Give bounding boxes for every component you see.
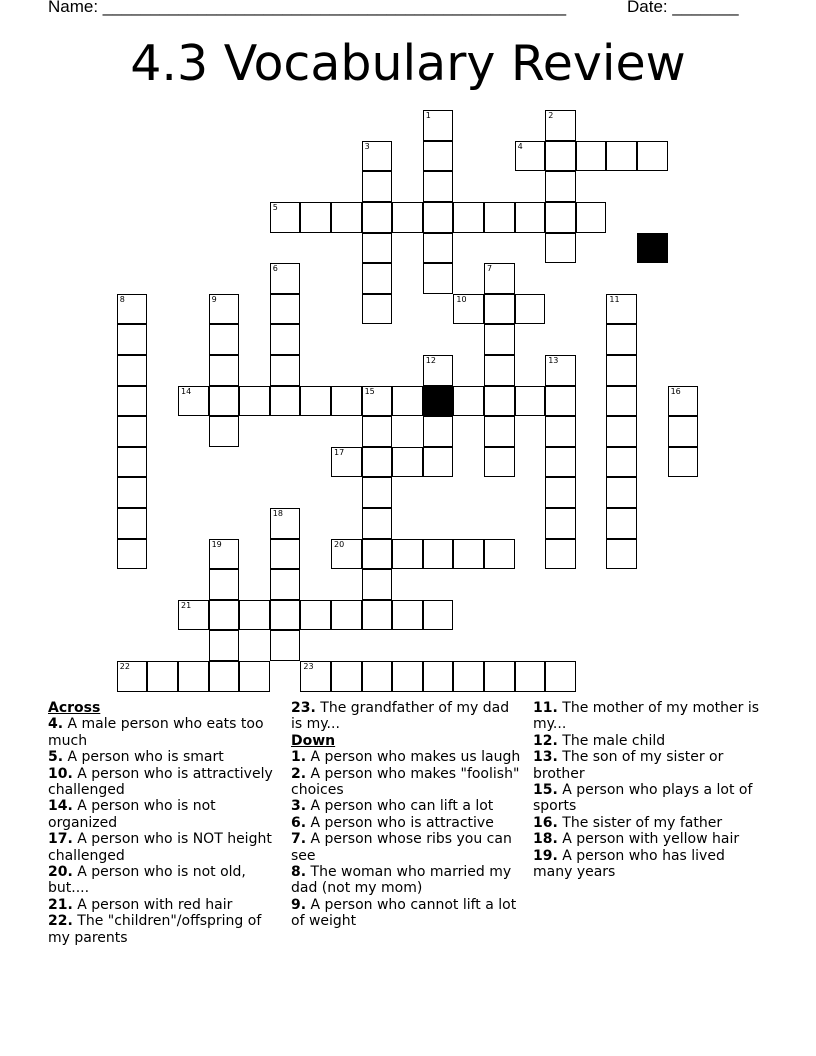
grid-cell[interactable]: [239, 386, 270, 417]
clue-number: 14: [181, 386, 192, 396]
down-heading: Down: [291, 732, 336, 749]
grid-cell[interactable]: [576, 202, 607, 233]
grid-cell[interactable]: [362, 202, 393, 233]
grid-cell[interactable]: [423, 355, 454, 386]
across-heading: Across: [48, 700, 101, 716]
clue-number-label: 15.: [533, 782, 558, 799]
clue-number: 15: [364, 386, 375, 396]
grid-cell[interactable]: [453, 386, 484, 417]
clue-text: A person who cannot lift a lot of weight: [291, 896, 517, 930]
grid-cell[interactable]: [117, 355, 148, 386]
grid-cell[interactable]: [453, 661, 484, 692]
clue-down: [533, 749, 765, 782]
grid-cell[interactable]: [423, 110, 454, 141]
grid-cell[interactable]: [209, 569, 240, 600]
clue-number-label: 5.: [48, 749, 64, 766]
grid-cell[interactable]: [209, 600, 240, 631]
grid-cell[interactable]: [362, 386, 393, 417]
grid-cell[interactable]: [484, 324, 515, 355]
clue-across: [48, 766, 280, 799]
grid-cell[interactable]: [453, 294, 484, 325]
grid-cell[interactable]: [606, 294, 637, 325]
clue-text: A person who is attractive: [310, 814, 494, 831]
clue-number-label: 6.: [291, 814, 307, 831]
grid-cell[interactable]: [545, 447, 576, 478]
clue-number: 7: [487, 264, 493, 274]
grid-cell[interactable]: [515, 141, 546, 172]
grid-cell[interactable]: [515, 294, 546, 325]
clue-number: 20: [334, 539, 345, 549]
grid-cell[interactable]: [270, 202, 301, 233]
clue-number-label: 3.: [291, 798, 307, 815]
clue-down: [533, 733, 765, 749]
grid-cell[interactable]: [147, 661, 178, 692]
date-field[interactable]: Date: _______: [627, 0, 739, 16]
clue-text: A person who can lift a lot: [310, 798, 494, 815]
clue-down: [291, 815, 523, 831]
clue-down: [533, 700, 765, 733]
grid-cell[interactable]: [117, 508, 148, 539]
grid-cell[interactable]: [423, 416, 454, 447]
grid-cell[interactable]: [209, 386, 240, 417]
grid-cell[interactable]: [178, 661, 209, 692]
grid-cell[interactable]: [484, 202, 515, 233]
grid-cell[interactable]: [270, 386, 301, 417]
clue-text: The male child: [562, 732, 666, 749]
grid-cell[interactable]: [117, 386, 148, 417]
grid-cell[interactable]: [423, 661, 454, 692]
grid-cell[interactable]: [209, 324, 240, 355]
grid-cell[interactable]: [300, 661, 331, 692]
grid-cell[interactable]: [117, 661, 148, 692]
grid-cell[interactable]: [362, 294, 393, 325]
grid-cell[interactable]: [392, 600, 423, 631]
grid-cell[interactable]: [270, 539, 301, 570]
grid-cell[interactable]: [362, 600, 393, 631]
grid-cell[interactable]: [239, 600, 270, 631]
clue-number-label: 11.: [533, 700, 558, 716]
grid-cell[interactable]: [423, 141, 454, 172]
clue-down: [533, 831, 765, 847]
clue-number-label: 2.: [291, 765, 307, 782]
grid-cell[interactable]: [178, 600, 209, 631]
clue-number-label: 16.: [533, 814, 558, 831]
grid-cell[interactable]: [117, 539, 148, 570]
grid-cell[interactable]: [423, 171, 454, 202]
grid-cell[interactable]: [545, 508, 576, 539]
grid-cell[interactable]: [270, 355, 301, 386]
grid-cell[interactable]: [331, 447, 362, 478]
clue-down: [291, 766, 523, 799]
grid-cell[interactable]: [453, 202, 484, 233]
clue-number-label: 23.: [291, 700, 316, 716]
clue-down: [533, 782, 765, 815]
grid-cell[interactable]: [270, 263, 301, 294]
grid-cell[interactable]: [362, 233, 393, 264]
grid-cell[interactable]: [484, 294, 515, 325]
grid-cell[interactable]: [209, 661, 240, 692]
grid-cell[interactable]: [606, 508, 637, 539]
clue-text: The woman who married my dad (not my mom): [291, 864, 512, 897]
clue-text: A person with red hair: [77, 896, 233, 913]
clue-text: The son of my sister or brother: [533, 749, 724, 782]
grid-cell[interactable]: [668, 447, 699, 478]
clue-across: [48, 798, 280, 831]
clue-column-1: [48, 700, 280, 946]
grid-cell[interactable]: [362, 569, 393, 600]
clue-text: A person who makes us laugh: [310, 749, 521, 766]
clue-text: The mother of my mother is my...: [533, 700, 760, 733]
grid-cell[interactable]: [484, 386, 515, 417]
clue-down: [533, 815, 765, 831]
grid-cell[interactable]: [515, 202, 546, 233]
clue-number: 5: [272, 203, 278, 212]
clue-number: 17: [334, 447, 345, 457]
grid-cell[interactable]: [270, 630, 301, 661]
clue-text: A person who has lived many years: [533, 847, 725, 881]
clue-number: 22: [119, 662, 130, 671]
black-cell: [637, 233, 668, 264]
grid-cell[interactable]: [484, 661, 515, 692]
grid-cell[interactable]: [423, 233, 454, 264]
grid-cell[interactable]: [209, 630, 240, 661]
clue-text: A person who is NOT height challenged: [48, 831, 272, 864]
grid-cell[interactable]: [545, 477, 576, 508]
grid-cell[interactable]: [484, 539, 515, 570]
clue-across: [48, 897, 280, 913]
grid-cell[interactable]: [423, 539, 454, 570]
grid-cell[interactable]: [423, 202, 454, 233]
grid-cell[interactable]: [270, 294, 301, 325]
clue-text: A person who is smart: [67, 749, 224, 766]
clue-number-label: 9.: [291, 896, 307, 913]
grid-cell[interactable]: [392, 661, 423, 692]
clue-number-label: 14.: [48, 798, 73, 815]
clue-number: 6: [272, 264, 278, 274]
grid-cell[interactable]: [300, 202, 331, 233]
grid-cell[interactable]: [545, 110, 576, 141]
grid-cell[interactable]: [606, 447, 637, 478]
grid-cell[interactable]: [362, 477, 393, 508]
clue-text: A person who is not organized: [48, 798, 216, 831]
clue-number: 4: [517, 141, 523, 151]
grid-cell[interactable]: [117, 324, 148, 355]
grid-cell[interactable]: [300, 600, 331, 631]
grid-cell[interactable]: [606, 477, 637, 508]
clue-number: 2: [548, 111, 554, 121]
clue-across: [48, 716, 280, 749]
name-field[interactable]: Name: _________________________________________________: [48, 0, 567, 16]
clue-text: A male person who eats too much: [48, 716, 264, 749]
clue-number: 13: [548, 356, 559, 365]
grid-cell[interactable]: [362, 141, 393, 172]
clue-number: 18: [272, 509, 283, 518]
grid-cell[interactable]: [239, 661, 270, 692]
clue-number: 12: [425, 356, 436, 365]
grid-cell[interactable]: [606, 539, 637, 570]
grid-cell[interactable]: [545, 661, 576, 692]
grid-cell[interactable]: [606, 416, 637, 447]
grid-cell[interactable]: [576, 141, 607, 172]
grid-cell[interactable]: [484, 263, 515, 294]
grid-cell[interactable]: [362, 508, 393, 539]
grid-cell[interactable]: [545, 202, 576, 233]
clue-number-label: 17.: [48, 831, 73, 848]
clue-down: [291, 798, 523, 814]
grid-cell[interactable]: [117, 294, 148, 325]
grid-cell[interactable]: [606, 141, 637, 172]
grid-cell[interactable]: [545, 141, 576, 172]
grid-cell[interactable]: [637, 141, 668, 172]
grid-cell[interactable]: [484, 355, 515, 386]
grid-cell[interactable]: [484, 416, 515, 447]
clue-across: [48, 913, 280, 946]
clue-down: [291, 831, 523, 864]
clue-down: [291, 749, 523, 765]
clue-down: [533, 848, 765, 881]
clue-number: 19: [211, 539, 222, 549]
clue-text: A person who makes "foolish" choices: [291, 765, 520, 799]
clue-column-2: [291, 700, 523, 930]
grid-cell[interactable]: [392, 386, 423, 417]
grid-cell[interactable]: [484, 447, 515, 478]
grid-cell[interactable]: [606, 324, 637, 355]
grid-cell[interactable]: [270, 324, 301, 355]
grid-cell[interactable]: [331, 661, 362, 692]
clue-number: 10: [456, 294, 467, 304]
clue-number-label: 19.: [533, 847, 558, 864]
grid-cell[interactable]: [668, 386, 699, 417]
grid-cell[interactable]: [209, 539, 240, 570]
grid-cell[interactable]: [515, 386, 546, 417]
clue-column-3: [533, 700, 765, 880]
grid-cell[interactable]: [117, 477, 148, 508]
grid-cell[interactable]: [270, 508, 301, 539]
clue-across: [48, 749, 280, 765]
clue-text: A person whose ribs you can see: [291, 831, 512, 864]
grid-cell[interactable]: [331, 600, 362, 631]
clue-across: [291, 700, 523, 733]
grid-cell[interactable]: [606, 355, 637, 386]
clue-text: A person who plays a lot of sports: [533, 782, 753, 815]
grid-cell[interactable]: [362, 263, 393, 294]
clue-text: The sister of my father: [562, 814, 723, 831]
clue-number-label: 7.: [291, 831, 307, 848]
clue-number-label: 22.: [48, 913, 73, 930]
grid-cell[interactable]: [453, 539, 484, 570]
clue-text: A person with yellow hair: [562, 831, 740, 848]
clue-number: 9: [211, 294, 217, 304]
grid-cell[interactable]: [545, 171, 576, 202]
clue-number: 23: [303, 662, 314, 671]
clue-text: The "children"/offspring of my parents: [48, 913, 262, 946]
grid-cell[interactable]: [545, 386, 576, 417]
grid-cell[interactable]: [300, 386, 331, 417]
clue-number: 11: [609, 294, 620, 304]
clue-number-label: 8.: [291, 864, 307, 881]
grid-cell[interactable]: [545, 539, 576, 570]
clue-number-label: 21.: [48, 896, 73, 913]
clue-number-label: 20.: [48, 864, 73, 881]
clue-number-label: 1.: [291, 749, 307, 766]
grid-cell[interactable]: [392, 539, 423, 570]
clue-down: [291, 897, 523, 930]
grid-cell[interactable]: [362, 661, 393, 692]
grid-cell[interactable]: [545, 233, 576, 264]
grid-cell[interactable]: [392, 447, 423, 478]
clue-text: A person who is attractively challenged: [48, 765, 273, 799]
clue-across: [48, 864, 280, 897]
grid-cell[interactable]: [362, 539, 393, 570]
clue-number-label: 12.: [533, 732, 558, 749]
grid-cell[interactable]: [117, 447, 148, 478]
grid-cell[interactable]: [209, 416, 240, 447]
page-title: 4.3 Vocabulary Review: [130, 35, 686, 92]
grid-cell[interactable]: [331, 386, 362, 417]
clue-number: 3: [364, 141, 370, 151]
clue-number: 21: [181, 600, 192, 610]
grid-cell[interactable]: [423, 447, 454, 478]
clue-number-label: 13.: [533, 749, 558, 766]
clue-number-label: 18.: [533, 831, 558, 848]
clue-text: The grandfather of my dad is my...: [291, 700, 510, 733]
grid-cell[interactable]: [423, 263, 454, 294]
grid-cell[interactable]: [331, 539, 362, 570]
black-cell: [423, 386, 454, 417]
grid-cell[interactable]: [209, 355, 240, 386]
clue-across: [48, 831, 280, 864]
grid-cell[interactable]: [392, 202, 423, 233]
grid-cell[interactable]: [270, 600, 301, 631]
grid-cell[interactable]: [117, 416, 148, 447]
clue-number: 16: [670, 386, 681, 396]
grid-cell[interactable]: [515, 661, 546, 692]
grid-cell[interactable]: [362, 171, 393, 202]
clue-number-label: 4.: [48, 716, 64, 733]
grid-cell[interactable]: [331, 202, 362, 233]
grid-cell[interactable]: [545, 355, 576, 386]
clue-down: [291, 864, 523, 897]
grid-cell[interactable]: [423, 600, 454, 631]
grid-cell[interactable]: [668, 416, 699, 447]
grid-cell[interactable]: [209, 294, 240, 325]
grid-cell[interactable]: [362, 447, 393, 478]
grid-cell[interactable]: [362, 416, 393, 447]
clue-text: A person who is not old, but....: [48, 864, 246, 897]
grid-cell[interactable]: [178, 386, 209, 417]
clue-number: 8: [119, 294, 125, 304]
clue-number: 1: [425, 111, 431, 121]
grid-cell[interactable]: [270, 569, 301, 600]
clue-number-label: 10.: [48, 765, 73, 782]
grid-cell[interactable]: [606, 386, 637, 417]
grid-cell[interactable]: [545, 416, 576, 447]
